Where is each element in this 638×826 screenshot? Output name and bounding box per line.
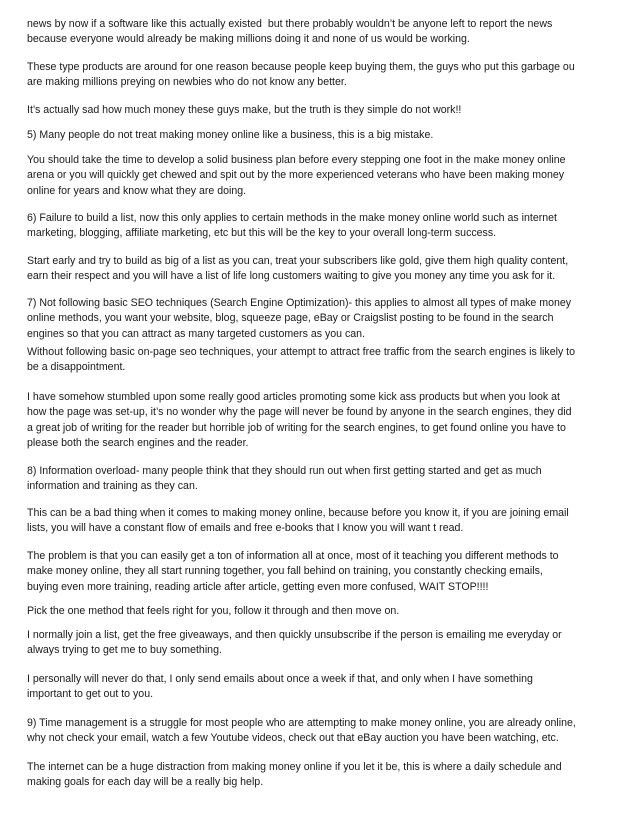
paragraph: [27, 345, 631, 376]
text-line: This can be a bad thing when it comes to making money online, because before you know it, if you are joining email: [27, 507, 569, 519]
paragraph: [27, 716, 631, 747]
paragraph: [27, 128, 631, 143]
text-line: 9) Time management is a struggle for most people who are attempting to make money online, you are already online,: [27, 717, 576, 729]
text-line: information and training as they can.: [27, 480, 198, 493]
paragraph: [27, 549, 631, 595]
text-line: arena or you will quickly get chewed and spit out by the more experienced veterans who have been making money: [27, 169, 565, 182]
paragraph: [27, 103, 631, 118]
paragraph: [27, 60, 631, 91]
text-line: make money online, they all start running together, you fall behind on training, you constantly checking emails,: [27, 565, 543, 578]
text-line: how the page was set-up, it’s no wonder why the page will never be found by anyone in the search engines, they did: [27, 406, 572, 419]
text-line: The problem is that you can easily get a ton of information all at once, most of it teaching you different methods to: [27, 550, 559, 562]
text-line: The internet can be a huge distraction from making money online if you let it be, this is where a daily schedule and: [27, 761, 562, 773]
text-line: news by now if a software like this actually existed but there probably wouldn’t be anyone left to report the news: [27, 18, 553, 30]
text-line: 7) Not following basic SEO techniques (Search Engine Optimization)- this applies to almost all types of make money: [27, 297, 572, 309]
text-line: online for years and know what they are doing.: [27, 184, 247, 197]
text-line: making goals for each day will be a really big help.: [27, 776, 264, 789]
text-line: be a disappointment.: [27, 361, 126, 374]
paragraph: [27, 760, 631, 791]
text-line: because everyone would already be making millions doing it and none of us would be working.: [27, 33, 470, 46]
text-line: I have somehow stumbled upon some really good articles promoting some kick ass products but when you look at: [27, 391, 560, 403]
paragraph: [27, 390, 631, 452]
text-line: buying even more training, reading article after article, getting even more confused, WAIT STOP!!!!: [27, 580, 489, 593]
paragraph: [27, 672, 631, 703]
text-line: I personally will never do that, I only send emails about once a week if that, and only when I have something: [27, 673, 533, 685]
text-line: lists, you will have a constant flow of emails and free e-books that I know you will want t read.: [27, 522, 464, 535]
text-line: Start early and try to build as big of a list as you can, treat your subscribers like gold, give them high quality content,: [27, 255, 569, 267]
text-line: Pick the one method that feels right for you, follow it through and then move on.: [27, 605, 400, 617]
paragraph: [27, 211, 631, 242]
text-line: It’s actually sad how much money these guys make, but the truth is they simple do not work!!: [27, 104, 462, 116]
paragraph: [27, 17, 631, 48]
text-line: online methods, you want your website, blog, squeeze page, eBay or Craigslist posting to be found in the search: [27, 312, 554, 325]
text-line: are making millions preying on newbies who do not know any better.: [27, 76, 347, 89]
text-line: engines so that you can attract as many targeted customers as you can.: [27, 327, 366, 340]
paragraph: [27, 464, 631, 495]
paragraph: [27, 604, 631, 619]
text-line: marketing, blogging, affiliate marketing, etc but this will be the key to your overall long-term success.: [27, 227, 497, 240]
text-line: always trying to get me to buy something.: [27, 644, 222, 657]
document-body: [27, 0, 631, 826]
text-line: important to get out to you.: [27, 688, 154, 701]
text-line: I normally join a list, get the free giveaways, and then quickly unsubscribe if the person is emailing me everyday or: [27, 629, 562, 641]
text-line: a great job of writing for the reader but horrible job of writing for the search engines, to get found online you have to: [27, 421, 566, 434]
text-line: Without following basic on-page seo techniques, your attempt to attract free traffic from the search engines is likely to: [27, 346, 576, 358]
text-line: earn their respect and you will have a list of life long customers waiting to give you money any time you ask for it.: [27, 270, 556, 283]
text-line: 5) Many people do not treat making money online like a business, this is a big mistake.: [27, 129, 434, 141]
text-line: 8) Information overload- many people think that they should run out when first getting started and get as much: [27, 465, 542, 477]
paragraph: [27, 153, 631, 199]
text-line: why not check your email, watch a few Youtube videos, check out that eBay auction you have been watching, etc.: [27, 732, 559, 745]
text-line: please both the search engines and the reader.: [27, 437, 249, 450]
paragraph: [27, 254, 631, 285]
paragraph: [27, 506, 631, 537]
text-line: These type products are around for one reason because people keep buying them, the guys who put this garbage ou: [27, 61, 575, 73]
paragraph: [27, 628, 631, 659]
paragraph: [27, 296, 631, 342]
text-line: 6) Failure to build a list, now this only applies to certain methods in the make money online world such as internet: [27, 212, 557, 224]
text-line: You should take the time to develop a solid business plan before every stepping one foot in the make money online: [27, 154, 566, 166]
